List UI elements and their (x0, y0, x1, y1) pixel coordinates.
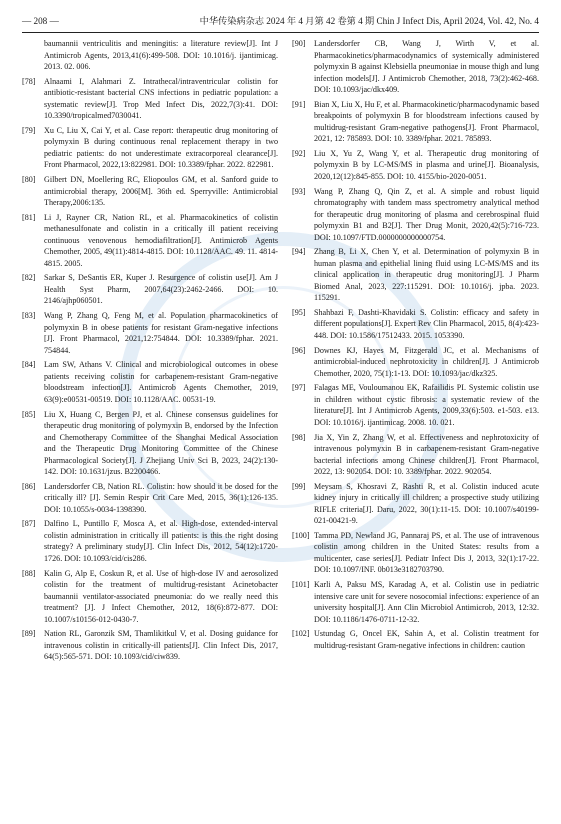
reference-text: Alnaami I, Alahmari Z. Intrathecal/intraventricular colistin for antibiotic-resistant bacterial CNS infections in pediatric population: a systematic review[J]. Trop Med Infect Dis, 2022,7(3):41. DOI: 10.3390/tropicalmed7030041. (44, 76, 278, 121)
reference-number: [100] (292, 530, 310, 540)
reference-entry (22, 310, 278, 356)
reference-entry (22, 38, 278, 73)
reference-entry (22, 481, 278, 516)
reference-text: Karli A, Paksu MS, Karadag A, et al. Colistin use in pediatric intensive care unit for severe nosocomial infections: experience of an university hospital[J]. Ann Clin Microbiol Antimicrob, 2013, 12:32. DOI: 10.1186/1476-0711-12-32. (314, 580, 539, 624)
reference-list-left (22, 38, 278, 666)
reference-entry (22, 212, 278, 270)
reference-text: Xu C, Liu X, Cai Y, et al. Case report: therapeutic drug monitoring of polymyxin B during continuous renal replacement therapy in two pediatric patients: do not underestimate extracorporeal clearance[J]. Front Pharmacol, 2022,13:822981. DOI: 10.3389/fphar. 2022. 822981. (44, 125, 278, 170)
reference-text: Shahbazi F, Dashti-Khavidaki S. Colistin: efficacy and safety in different populations[J]. Expert Rev Clin Pharmacol, 2015, 8(4):423-448. DOI: 10.1586/17512433. 2015. 1053390. (314, 307, 539, 340)
reference-number: [90] (292, 39, 306, 48)
reference-entry (22, 359, 278, 405)
reference-entry (292, 530, 539, 576)
reference-entry (292, 99, 539, 145)
reference-text: Dalfino L, Puntillo F, Mosca A, et al. High-dose, extended-interval colistin administration in critically ill patients: is this the right dosing strategy? A preliminary study[J]. Clin Infect Dis, 2012, 54(12):1720-1726. DOI: 10.1093/cid/cis286. (44, 519, 278, 563)
reference-entry (292, 628, 539, 651)
reference-text: Ustundag G, Oncel EK, Sahin A, et al. Colistin treatment for multidrug-resistant Gram-negative infections in children: caution (314, 629, 539, 650)
running-header (22, 12, 539, 30)
reference-entry (292, 345, 539, 380)
reference-number: [82] (22, 273, 36, 283)
reference-entry (22, 76, 278, 122)
reference-text: Li J, Rayner CR, Nation RL, et al. Pharmacokinetics of colistin methanesulfonate and colistin in a critically ill patient receiving continuous venovenous hemodiafiltration[J]. Antimicrob Agents Chemother, 2005, 49(11):4814-4815. DOI: 10.1128/AAC. 49. 11. 4814-4815. 2005. (44, 212, 278, 268)
reference-number: [79] (22, 125, 36, 135)
reference-number: [85] (22, 409, 36, 419)
reference-number: [95] (292, 307, 306, 317)
reference-number: [84] (22, 360, 36, 370)
reference-list-right (292, 38, 539, 654)
reference-entry (22, 409, 278, 478)
reference-text: Falagas ME, Vouloumanou EK, Rafailidis PI. Systemic colistin use in children without cystic fibrosis: a systematic review of the literature[J]. Int J Antimicrob Agents, 2009,33(6):503. e1-503. e13. DOI: 10.1016/j. ijantimicag. 2008. 10. 021. (314, 383, 539, 427)
reference-text: Kalin G, Alp E, Coskun R, et al. Use of high-dose IV and aerosolized colistin for the treatment of multidrug-resistant Acinetobacter baumannii ventilator-associated pneumonia: do we really need this treatment? [J]. J Infect Chemother, 2012, 18(6):872-877. DOI: 10.1007/s10156-012-0430-7. (44, 568, 278, 624)
reference-number: [87] (22, 519, 36, 529)
reference-entry (292, 481, 539, 527)
reference-text: Lam SW, Athans V. Clinical and microbiological outcomes in obese patients receiving colistin for carbapenem-resistant Gram-negative bloodstream infection[J]. Antimicrob Agents Chemother, 2019, 63(9):e00531-00519. DOI: 10.1128/AAC. 00531-19. (44, 360, 278, 404)
reference-number: [102] (292, 629, 310, 639)
reference-entry (292, 148, 539, 183)
reference-number: [99] (292, 481, 306, 491)
reference-entry (292, 186, 539, 244)
reference-text: Gilbert DN, Moellering RC, Eliopoulos GM, et al. Sanford guide to antimicrobial therapy, 2006[M]. 36th ed. Sperryville: Antimicrobial Therapy,2006:135. (44, 175, 278, 208)
reference-entry (22, 174, 278, 209)
reference-entry (22, 272, 278, 307)
reference-entry (292, 579, 539, 625)
reference-entry (292, 246, 539, 304)
reference-text: Liu X, Yu Z, Wang Y, et al. Therapeutic drug monitoring of polymyxin B by LC-MS/MS in plasma and urine[J]. Bioanalysis, 2020,12(12):845-855. DOI: 10. 4155/bio-2020-0051. (314, 148, 539, 181)
reference-number: [94] (292, 247, 306, 257)
reference-text: Downes KJ, Hayes M, Fitzgerald JC, et al. Mechanisms of antimicrobial-induced nephrotoxicity in children[J]. J Antimicrob Chemother, 2020, 75(1):1-13. DOI: 10.1093/jac/dkz325. (314, 345, 539, 378)
reference-number: [101] (292, 580, 310, 590)
reference-number: [86] (22, 481, 36, 491)
journal-running-head: 中华传染病杂志 2024 年 4 月第 42 卷第 4 期 Chin J Infect Dis, April 2024, Vol. 42, No. 4 (199, 16, 539, 26)
page-number: — 208 — (22, 16, 59, 26)
header-rule (22, 32, 539, 33)
reference-entry (22, 568, 278, 626)
reference-number: [81] (22, 212, 36, 222)
reference-text: Wang P, Zhang Q, Qin Z, et al. A simple and robust liquid chromatography with tandem mass spectrometry analytical method for therapeutic drug monitoring of plasma and cerebrospinal fluid polymyxin B1 and B2[J]. Ther Drug Monit, 2020,42(5):716-723. DOI: 10.1097/FTD.0000000000000754. (314, 186, 539, 242)
reference-number: [96] (292, 345, 306, 355)
reference-text: Nation RL, Garonzik SM, Thamlikitkul V, et al. Dosing guidance for intravenous colistin in critically-ill patients[J]. Clin Infect Dis, 2017, 64(5):565-571. DOI: 10.1093/cid/ciw839. (44, 629, 278, 662)
reference-number: [97] (292, 383, 306, 393)
reference-entry (22, 628, 278, 663)
reference-number: [92] (292, 148, 306, 158)
reference-text: Jia X, Yin Z, Zhang W, et al. Effectiveness and nephrotoxicity of intravenous polymyxin B in carbapenem-resistant Gram-negative bacterial infections among Chinese children[J]. Front Pharmacol, 2022, 13: 902054. DOI: 10. 3389/fphar. 2022. 902054. (314, 432, 539, 476)
reference-entry (292, 382, 539, 428)
reference-text: Sarkar S, DeSantis ER, Kuper J. Resurgence of colistin use[J]. Am J Health Syst Pharm, 2007,64(23):2462-2466. DOI: 10. 2146/ajhp060501. (44, 273, 278, 306)
reference-entry (292, 307, 539, 342)
reference-text: Landersdorfer CB, Wang J, Wirth V, et al. Pharmacokinetics/pharmacodynamics of systemically administered polymyxin B against Klebsiella pneumoniae in mouse thigh and lung infection models[J]. J Antimicrob Chemother, 2018, 73(2):462-468. DOI: 10.1093/jac/dkx409. (314, 39, 539, 94)
reference-number: [91] (292, 99, 306, 109)
reference-number: [88] (22, 568, 36, 578)
reference-entry (292, 38, 539, 96)
reference-number: [78] (22, 76, 36, 86)
reference-number: [83] (22, 311, 36, 321)
reference-text: Liu X, Huang C, Bergen PJ, et al. Chinese consensus guidelines for therapeutic drug monitoring of polymyxin B, endorsed by the Infection and Chemotherapy Committee of the Shanghai Medical Association and the Therapeutic Drug Monitoring Committee of the Chinese Pharmacological Society[J]. J Zhejiang Univ Sci B, 2023, 24(2):130-142. DOI: 10.1631/jzus. B2200466. (44, 409, 278, 476)
reference-entry (22, 518, 278, 564)
reference-text: Meysam S, Khosravi Z, Rashti R, et al. Colistin induced acute kidney injury in critically ill children; a prospective study utilizing RIFLE criteria[J]. Daru, 2022, 30(1):11-15. DOI: 10.1007/s40199-021-00421-9. (314, 481, 539, 526)
reference-text: Tamma PD, Newland JG, Pannaraj PS, et al. The use of intravenous colistin among children in the United States: results from a multicenter, case series[J]. Pediatr Infect Dis J, 2013, 32(1):17-22. DOI: 10.1097/INF. 0b013e3182703790. (314, 530, 539, 575)
reference-text: baumannii ventriculitis and meningitis: a literature review[J]. Int J Antimicrob Agents, 2013,41(6):499-508. DOI: 10.1016/j. ijantimicag. 2013. 02. 006. (44, 39, 278, 71)
reference-number: [93] (292, 186, 306, 196)
reference-number: [80] (22, 175, 36, 185)
reference-text: Zhang B, Li X, Chen Y, et al. Determination of polymyxin B in human plasma and epithelial lining fluid using LC-MS/MS and its clinical application in therapeutic drug monitoring[J]. J Pharm Biomed Anal, 2023, 227:115291. DOI: 10.1016/j. jpba. 2023. 115291. (314, 247, 539, 303)
reference-number: [89] (22, 629, 36, 639)
reference-number: [98] (292, 432, 306, 442)
reference-entry (22, 125, 278, 171)
reference-text: Wang P, Zhang Q, Feng M, et al. Population pharmacokinetics of polymyxin B in obese patients for resistant Gram-negative infections [J]. Front Pharmacol, 2021,12:754844. DOI: 10.3389/fphar. 2021. 754844. (44, 311, 278, 355)
reference-text: Landersdorfer CB, Nation RL. Colistin: how should it be dosed for the critically ill? [J]. Semin Respir Crit Care Med, 2015, 36(1):126-135. DOI: 10.1055/s-0034-1398390. (44, 481, 278, 514)
reference-entry (292, 432, 539, 478)
reference-text: Bian X, Liu X, Hu F, et al. Pharmacokinetic/pharmacodynamic based breakpoints of polymyxin B for bloodstream infections caused by multidrug-resistant Gram-negative pathogens[J]. Front Pharmacol, 2021, 12: 785893. DOI: 10. 3389/fphar. 2021. 785893. (314, 99, 539, 144)
